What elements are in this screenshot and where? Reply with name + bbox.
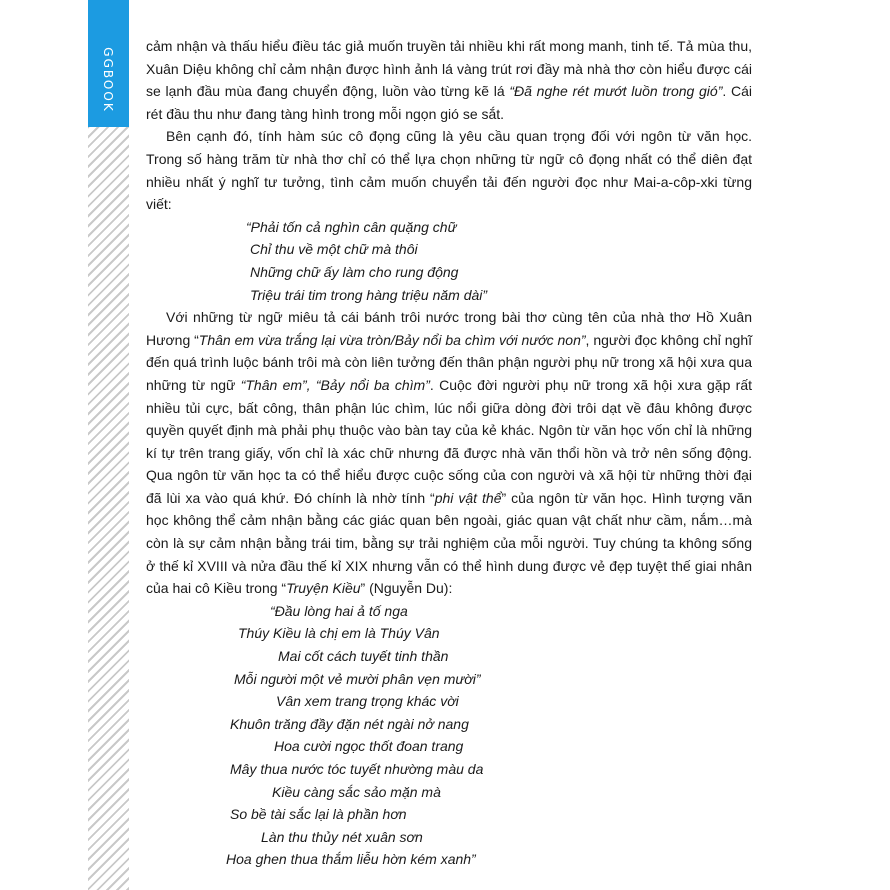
brand-label: GGBOOK xyxy=(101,47,115,113)
page-content xyxy=(146,35,752,871)
paragraph-3-text-e: ” (Nguyễn Du): xyxy=(360,580,453,597)
verse-line: Làn thu thủy nét xuân sơn xyxy=(261,828,423,845)
paragraph-1 xyxy=(146,35,752,125)
verse-truyen-kieu xyxy=(146,600,752,871)
verse-line: “Đầu lòng hai ả tố nga xyxy=(270,602,408,619)
paragraph-1-text-b: . Cái rét đầu thu như đang tàng hình trong mỗi ngọn gió se sắt. xyxy=(146,83,752,122)
verse-line: Hoa ghen thua thắm liễu hờn kém xanh” xyxy=(226,851,476,868)
paragraph-3-text-c: . Cuộc đời người phụ nữ trong xã hội xưa gặp rất nhiều tủi cực, bất công, thân phận lúc chìm, lúc nổi giữa dòng đời trôi dạt về đâu không được quyền quyết định mà phải phụ thuộc vào bàn tay của kẻ khác. Ngôn từ văn học vốn chỉ là những kí tự trên trang giấy, vốn chỉ là xác chữ nhưng đã được nhà văn thổi hồn và trở nên sống động. Qua ngôn từ văn học ta có thể hiểu được cuộc sống của con người và xã hội từ những thời đại đã lùi xa vào quá khứ. Đó chính là nhờ tính “ xyxy=(146,376,753,506)
verse-line: Chỉ thu về một chữ mà thôi xyxy=(250,241,418,258)
verse-line: So bề tài sắc lại là phần hơn xyxy=(230,806,407,823)
verse-line: Những chữ ấy làm cho rung động xyxy=(250,263,459,280)
paragraph-3-text-d: ” của ngôn từ văn học. Hình tượng văn học không thể cảm nhận bằng các giác quan bên ngoài, giác quan vật chất như cầm, nắm…mà còn là sự cảm nhận bằng trái tim, bằng sự trải nghiệm của mỗi người. Tuy chúng ta không sống ở thế kỉ XVIII và nửa đầu thế kỉ XIX nhưng vẫn có thể hình dung được vẻ đẹp tuyệt thế giai nhân của hai cô Kiều trong “ xyxy=(146,489,753,597)
paragraph-3-text-a: Với những từ ngữ miêu tả cái bánh trôi nước trong bài thơ cùng tên của nhà thơ Hồ Xuân Hương “ xyxy=(146,309,752,348)
verse-line: Triệu trái tim trong hàng triệu năm dài” xyxy=(250,286,488,303)
verse-line: Thúy Kiều là chị em là Thúy Vân xyxy=(238,625,440,642)
verse-line: Khuôn trăng đầy đặn nét ngài nở nang xyxy=(230,715,469,732)
paragraph-3-quote-d: Truyện Kiều xyxy=(286,580,361,597)
verse-line: “Phải tốn cả nghìn cân quặng chữ xyxy=(246,218,457,235)
verse-line: Vân xem trang trọng khác vời xyxy=(276,693,459,710)
verse-line: Mai cốt cách tuyết tinh thần xyxy=(278,648,449,665)
verse-mayakovsky xyxy=(146,216,752,306)
verse-line: Mây thua nước tóc tuyết nhường màu da xyxy=(230,761,484,777)
verse-line: Hoa cười ngọc thốt đoan trang xyxy=(274,738,464,755)
paragraph-2 xyxy=(146,125,752,215)
paragraph-2-text: Bên cạnh đó, tính hàm súc cô đọng cũng là yêu cầu quan trọng đối với ngôn từ văn học. Trong số hàng trăm từ nhà thơ chỉ có thể lựa chọn những từ ngữ cô đọng nhất có thể diên đạt nhiều nhất ý nghĩ tư tưởng, tình cảm muốn chuyển tải đến người đọc như Mai-a-côp-xki từng viết: xyxy=(146,128,752,213)
paragraph-3-text-b: , người đọc không chỉ nghĩ đến quá trình luộc bánh trôi mà còn liên tưởng đến thân phận người phụ nữ trong xã hội xưa qua những từ ngữ xyxy=(146,331,752,393)
side-stripe-pattern xyxy=(88,0,129,890)
verse-line: Kiều càng sắc sảo mặn mà xyxy=(272,783,441,800)
paragraph-1-quote: “Đã nghe rét mướt luồn trong gió” xyxy=(509,83,723,100)
paragraph-3-quote-c: phi vật thể xyxy=(434,489,502,506)
paragraph-3 xyxy=(146,306,752,600)
paragraph-1-text-a: cảm nhận và thấu hiểu điều tác giả muốn truyền tải nhiều khi rất mong manh, tinh tế. Tả mùa thu, Xuân Diệu không chỉ cảm nhận được hình ảnh lá vàng trút rơi đầy mà nhà thơ còn hiểu được cái se lạnh đầu mùa đang chuyển động, luồn vào từng kẽ lá xyxy=(146,38,752,100)
paragraph-3-quote-b: “Thân em”, “Bảy nổi ba chìm” xyxy=(240,376,430,393)
verse-line: Mỗi người một vẻ mười phân vẹn mười” xyxy=(234,670,481,687)
paragraph-3-quote-a: Thân em vừa trắng lại vừa tròn/Bảy nổi ba chìm với nước non” xyxy=(198,331,586,348)
